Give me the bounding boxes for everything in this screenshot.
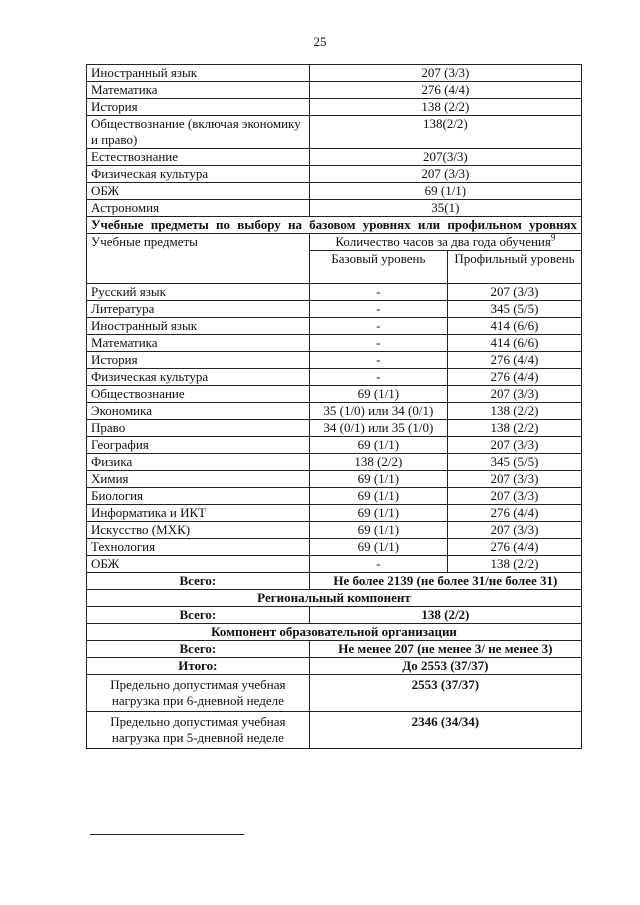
table-row [87,522,582,539]
table-row [87,556,582,573]
org-component-title: Компонент образовательной организации [87,624,582,641]
base-level-hours: - [309,369,447,386]
subject-name: История [87,99,310,116]
col-header-profile: Профильный уровень [447,251,581,284]
table-row [87,335,582,352]
table-row [87,454,582,471]
grand-total-label: Итого: [87,658,310,675]
base-level-hours: 69 (1/1) [309,437,447,454]
base-level-hours: 69 (1/1) [309,386,447,403]
elective-header [87,217,582,284]
table-row [87,200,582,217]
base-level-hours: 35 (1/0) или 34 (0/1) [309,403,447,420]
profile-level-hours: 207 (3/3) [447,386,581,403]
table-row [87,166,582,183]
subject-name: Астрономия [87,200,310,217]
profile-level-hours: 207 (3/3) [447,522,581,539]
profile-level-hours: 276 (4/4) [447,505,581,522]
subject-name: Математика [87,82,310,99]
profile-level-hours: 207 (3/3) [447,437,581,454]
total-elective-label: Всего: [87,573,310,590]
subject-name: Иностранный язык [87,65,310,82]
subject-name: Литература [87,301,310,318]
max-load-5day-label: Предельно допустимая учебная нагрузка при 5-дневной неделе [87,712,310,749]
elective-section [87,284,582,573]
base-level-hours: - [309,318,447,335]
subject-hours: 276 (4/4) [309,82,581,99]
subject-name: Математика [87,335,310,352]
base-level-hours: - [309,284,447,301]
subject-name: Естествознание [87,149,310,166]
footnote-separator [90,834,244,835]
subject-name: ОБЖ [87,556,310,573]
subject-name: Биология [87,488,310,505]
table-row [87,116,582,149]
subject-name: Физика [87,454,310,471]
subject-name: Информатика и ИКТ [87,505,310,522]
table-row [87,284,582,301]
table-row [87,183,582,200]
subject-name: Русский язык [87,284,310,301]
subject-name: История [87,352,310,369]
total-elective-value: Не более 2139 (не более 31/не более 31) [309,573,581,590]
profile-level-hours: 276 (4/4) [447,369,581,386]
table-row [87,318,582,335]
top-section [87,65,582,217]
subject-name: Иностранный язык [87,318,310,335]
subject-hours: 69 (1/1) [309,183,581,200]
base-level-hours: 69 (1/1) [309,488,447,505]
table-row [87,420,582,437]
subject-name: Физическая культура [87,166,310,183]
col-header-subjects: Учебные предметы [87,234,310,284]
profile-level-hours: 414 (6/6) [447,335,581,352]
grand-total-value: До 2553 (37/37) [309,658,581,675]
profile-level-hours: 276 (4/4) [447,352,581,369]
table-row [87,488,582,505]
table-row [87,82,582,99]
elective-section-title: Учебные предметы по выбору на базовом уровнях или профильном уровнях [87,217,582,234]
base-level-hours: - [309,335,447,352]
profile-level-hours: 207 (3/3) [447,488,581,505]
table-row [87,471,582,488]
subject-hours: 138(2/2) [309,116,581,149]
profile-level-hours: 414 (6/6) [447,318,581,335]
footnote-mark: 9 [550,232,556,243]
subject-name: Право [87,420,310,437]
table-row [87,539,582,556]
table-row [87,437,582,454]
base-level-hours: 34 (0/1) или 35 (1/0) [309,420,447,437]
col-header-hours [309,234,581,251]
profile-level-hours: 138 (2/2) [447,556,581,573]
max-load-5day-value: 2346 (34/34) [309,712,581,749]
profile-level-hours: 276 (4/4) [447,539,581,556]
regional-component-title: Региональный компонент [87,590,582,607]
subject-name: Экономика [87,403,310,420]
table-row [87,403,582,420]
subject-name: Физическая культура [87,369,310,386]
base-level-hours: - [309,556,447,573]
profile-level-hours: 138 (2/2) [447,420,581,437]
subject-name: Искусство (МХК) [87,522,310,539]
base-level-hours: - [309,352,447,369]
table-row [87,386,582,403]
subject-hours: 207 (3/3) [309,166,581,183]
subject-name: Химия [87,471,310,488]
page-number: 25 [313,34,327,49]
table-row [87,99,582,116]
max-load-6day-label: Предельно допустимая учебная нагрузка при 6-дневной неделе [87,675,310,712]
profile-level-hours: 138 (2/2) [447,403,581,420]
curriculum-table [86,64,582,749]
subject-name: ОБЖ [87,183,310,200]
profile-level-hours: 345 (5/5) [447,301,581,318]
total-regional-label: Всего: [87,607,310,624]
subject-hours: 138 (2/2) [309,99,581,116]
base-level-hours: 69 (1/1) [309,539,447,556]
profile-level-hours: 207 (3/3) [447,471,581,488]
base-level-hours: 69 (1/1) [309,471,447,488]
subject-name: Обществознание [87,386,310,403]
col-header-hours-text: Количество часов за два года обучения [335,234,551,249]
table-row [87,505,582,522]
col-header-base: Базовый уровень [309,251,447,284]
totals-section [87,573,582,749]
base-level-hours: 138 (2/2) [309,454,447,471]
base-level-hours: 69 (1/1) [309,505,447,522]
total-org-value: Не менее 207 (не менее 3/ не менее 3) [309,641,581,658]
subject-name: Обществознание (включая экономику и право) [87,116,310,149]
base-level-hours: 69 (1/1) [309,522,447,539]
table-row [87,369,582,386]
subject-hours: 207 (3/3) [309,65,581,82]
profile-level-hours: 345 (5/5) [447,454,581,471]
table-row [87,301,582,318]
table-row [87,352,582,369]
subject-hours: 207(3/3) [309,149,581,166]
subject-name: Технология [87,539,310,556]
subject-hours: 35(1) [309,200,581,217]
total-org-label: Всего: [87,641,310,658]
table-row [87,149,582,166]
profile-level-hours: 207 (3/3) [447,284,581,301]
max-load-6day-value: 2553 (37/37) [309,675,581,712]
total-regional-value: 138 (2/2) [309,607,581,624]
base-level-hours: - [309,301,447,318]
subject-name: География [87,437,310,454]
table-row [87,65,582,82]
